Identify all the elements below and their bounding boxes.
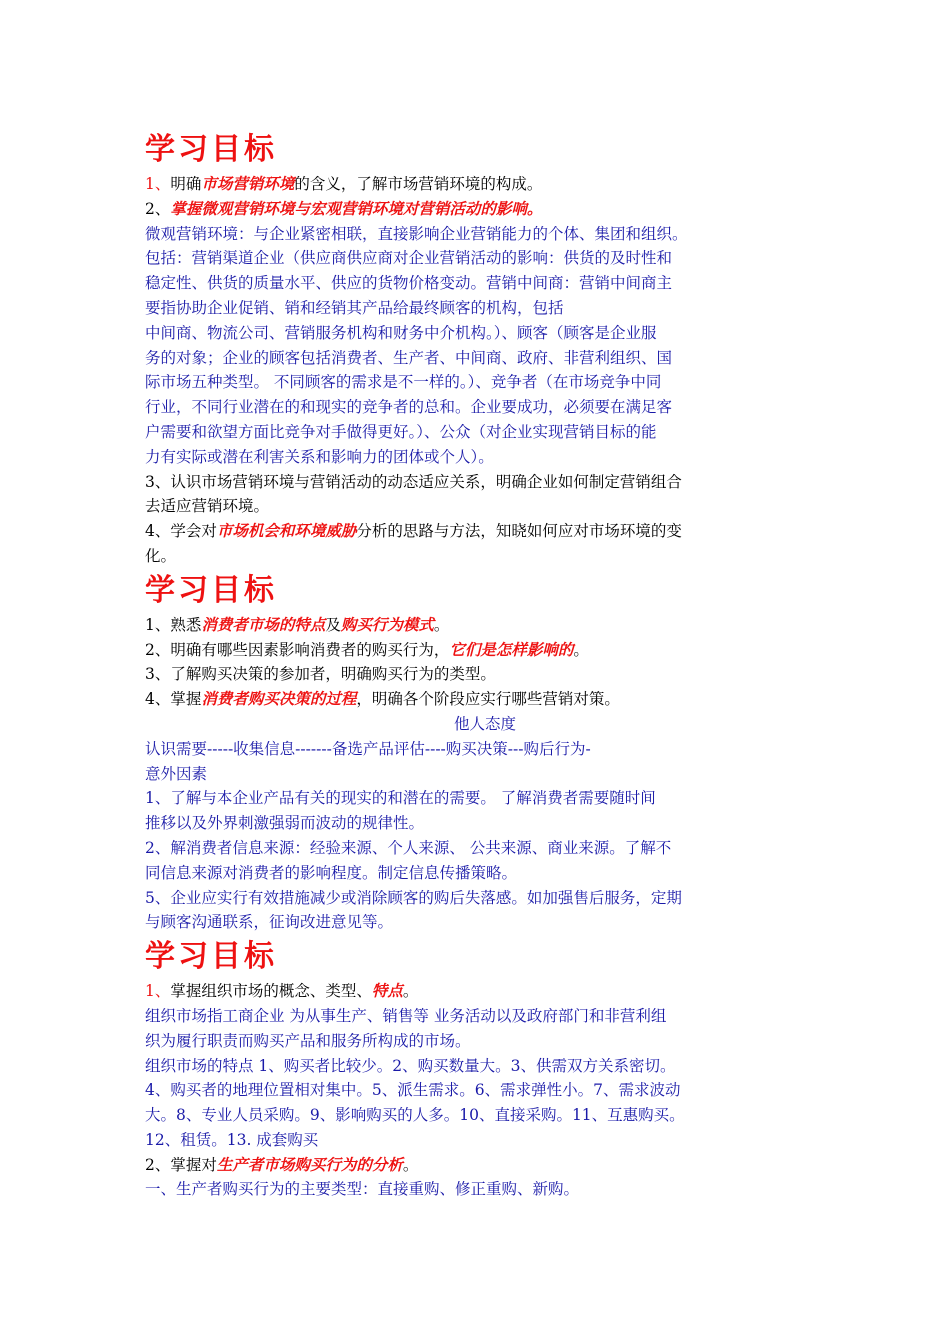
- s1-micro-line: 稳定性、供货的质量水平、供应的货物价格变动。营销中间商：营销中间商主: [145, 274, 673, 293]
- s1-micro-line: 户需要和欲望方面比竞争对手做得更好。）、公众（对企业实现营销目标的能: [145, 422, 657, 441]
- s1-item2: 2、掌握微观营销环境与宏观营销环境对营销活动的影响。: [145, 198, 543, 218]
- s3-last-line: 一、生产者购买行为的主要类型：直接重购、修正重购、新购。: [145, 1180, 580, 1199]
- s3-org-line: 4、购买者的地理位置相对集中。5、派生需求。6、需求弹性小。7、需求波动: [145, 1081, 681, 1100]
- s3-org-line: 组织市场的特点 1、购买者比较少。2、购买数量大。3、供需双方关系密切。: [145, 1056, 676, 1075]
- s1-micro-line: 际市场五种类型。 不同顾客的需求是不一样的。）、竞争者（在市场竞争中同: [145, 373, 662, 392]
- s1-micro-line: 中间商、物流公司、营销服务机构和财务中介机构。）、顾客（顾客是企业服: [145, 323, 657, 342]
- s2-detail-line: 与顾客沟通联系，征询改进意见等。: [145, 913, 394, 932]
- s2-detail-line: 2、解消费者信息来源：经验来源、个人来源、 公共来源、商业来源。了解不: [145, 838, 672, 857]
- s3-org-line: 12、租赁。13. 成套购买: [145, 1130, 319, 1149]
- s3-item2: 2、掌握对生产者市场购买行为的分析。: [145, 1154, 419, 1174]
- s2-item2: 2、明确有哪些因素影响消费者的购买行为，它们是怎样影响的。: [145, 639, 589, 659]
- s3-org-line: 组织市场指工商企业 为从事生产、销售等 业务活动以及政府部门和非营利组: [145, 1006, 667, 1025]
- s1-item4-cont: 化。: [145, 546, 177, 565]
- s1-micro-line: 包括：营销渠道企业（供应商供应商对企业营销活动的影响：供货的及时性和: [145, 249, 673, 268]
- s2-process-line: 认识需要-----收集信息-------备选产品评估----购买决策---购后行为-: [145, 739, 591, 758]
- s1-micro-line: 务的对象；企业的顾客包括消费者、生产者、中间商、政府、非营利组织、国: [145, 348, 673, 367]
- s2-process-line: 意外因素: [145, 764, 208, 783]
- s3-item1: 1、掌握组织市场的概念、类型、特点。: [145, 981, 419, 1001]
- s2-center-label: 他人态度: [453, 714, 516, 733]
- section2-title: 学习目标: [145, 572, 277, 608]
- s2-item1: 1、熟悉消费者市场的特点及购买行为模式。: [145, 614, 450, 634]
- s2-detail-line: 推移以及外界刺激强弱而波动的规律性。: [145, 814, 425, 833]
- s2-detail-line: 5、企业应实行有效措施减少或消除顾客的购后失落感。如加强售后服务，定期: [145, 888, 682, 907]
- document-content: [145, 128, 825, 1202]
- s1-micro-line: 微观营销环境：与企业紧密相联，直接影响企业营销能力的个体、集团和组织。: [145, 224, 688, 243]
- s1-micro-line: 行业，不同行业潜在的和现实的竞争者的总和。企业要成功，必须要在满足客: [145, 398, 673, 417]
- s1-micro-line: 力有实际或潜在利害关系和影响力的团体或个人）。: [145, 447, 494, 466]
- s1-item3-line: 3、认识市场营销环境与营销活动的动态适应关系，明确企业如何制定营销组合: [145, 472, 682, 491]
- s3-org-line: 织为履行职责而购买产品和服务所构成的市场。: [145, 1031, 471, 1050]
- s2-item4: 4、掌握消费者购买决策的过程，明确各个阶段应实行哪些营销对策。: [145, 689, 620, 709]
- s2-detail-line: 同信息来源对消费者的影响程度。制定信息传播策略。: [145, 863, 518, 882]
- s2-detail-line: 1、了解与本企业产品有关的现实的和潜在的需要。 了解消费者需要随时间: [145, 789, 656, 808]
- section1-title: 学习目标: [145, 132, 277, 167]
- s3-org-line: 大。8、专业人员采购。9、影响购买的人多。10、直接采购。11、互惠购买。: [145, 1106, 685, 1125]
- section3-title: 学习目标: [145, 939, 277, 975]
- s1-micro-line: 要指协助企业促销、销和经销其产品给最终顾客的机构，包括: [145, 298, 564, 317]
- s2-item3: 3、了解购买决策的参加者，明确购买行为的类型。: [145, 665, 496, 684]
- s1-item3-line: 去适应营销环境。: [145, 497, 270, 516]
- s1-item4: 4、学会对市场机会和环境威胁分析的思路与方法，知晓如何应对市场环境的变: [145, 521, 682, 541]
- s1-item1: 1、明确市场营销环境的含义，了解市场营销环境的构成。: [145, 174, 543, 193]
